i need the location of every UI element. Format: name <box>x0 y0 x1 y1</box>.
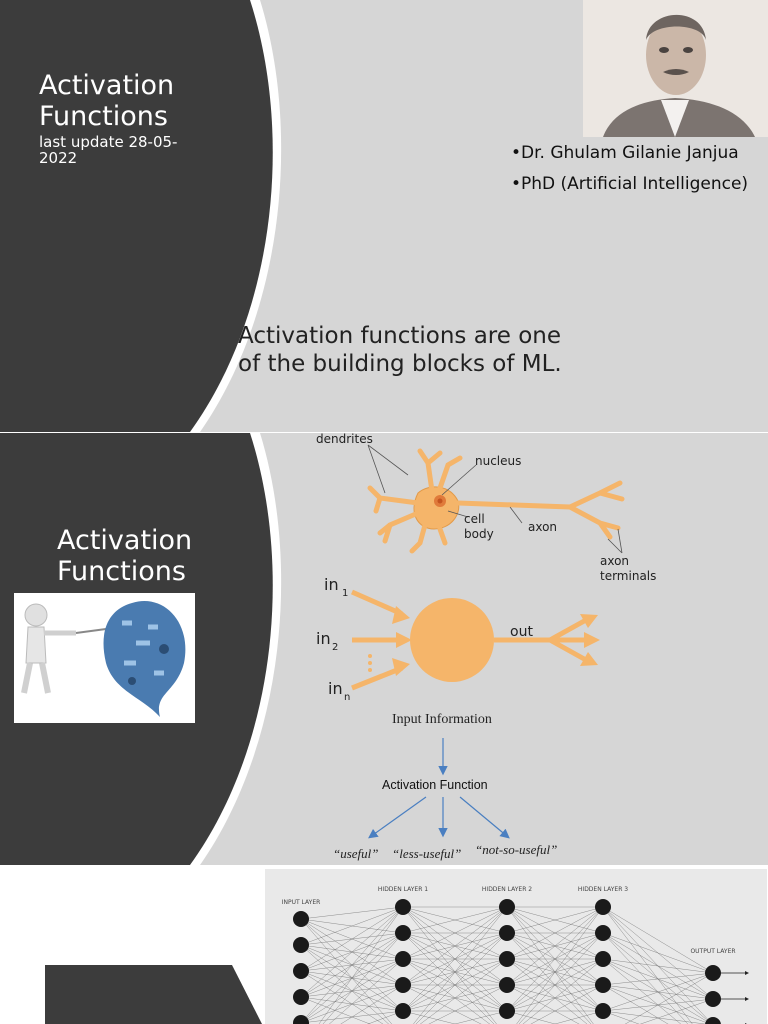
network-node <box>499 977 515 993</box>
network-connection <box>603 973 713 1011</box>
network-node <box>293 963 309 979</box>
portrait-image <box>583 0 768 137</box>
network-node <box>293 911 309 927</box>
axon-terminals-label: terminals <box>600 569 657 583</box>
presenter-figure-image <box>14 593 195 723</box>
slide-neural-network <box>0 867 768 1024</box>
network-connection <box>301 907 403 971</box>
author-degree-bullet: •PhD (Artificial Intelligence) <box>511 174 749 194</box>
network-node <box>395 951 411 967</box>
input-2-label: in <box>316 629 331 648</box>
network-connection <box>507 907 603 1024</box>
network-connection <box>403 907 507 1024</box>
network-connection <box>507 985 603 1024</box>
neural-network-diagram <box>265 869 767 1024</box>
last-update-subtitle <box>39 134 177 166</box>
network-node <box>595 1003 611 1019</box>
cell-label: cell <box>464 512 485 526</box>
hidden-layer-1-label: HIDDEN LAYER 1 <box>377 886 429 893</box>
network-connection <box>403 907 507 1024</box>
network-connection <box>507 933 603 1024</box>
subtitle-line: last update 28-05- <box>39 133 178 151</box>
network-node <box>395 925 411 941</box>
slide-title <box>0 0 768 432</box>
artificial-neuron-diagram <box>310 568 610 708</box>
network-connection <box>603 933 713 1024</box>
network-node <box>499 925 515 941</box>
network-connection <box>507 985 603 1024</box>
network-connection <box>403 985 507 1024</box>
input-information-label: Input Information <box>392 712 492 727</box>
network-connection <box>301 907 403 1023</box>
network-connection <box>603 907 713 973</box>
network-connection <box>603 999 713 1024</box>
input-2-subscript: 2 <box>332 642 339 653</box>
body-line: of the building blocks of ML. <box>238 351 562 377</box>
axon-terminals-label: axon <box>600 554 630 568</box>
author-portrait <box>583 0 768 137</box>
network-connection <box>507 933 603 1024</box>
network-node <box>595 977 611 993</box>
hidden-layer-2-label: HIDDEN LAYER 2 <box>481 886 533 893</box>
slide-title-heading <box>57 525 192 587</box>
hidden-layer-3-label: HIDDEN LAYER 3 <box>577 886 629 893</box>
slide-body-text <box>238 322 562 378</box>
neural-network-panel <box>265 869 767 1024</box>
dendrites-label: dendrites <box>316 433 373 446</box>
input-1-subscript: 1 <box>342 588 349 599</box>
network-node <box>499 1003 515 1019</box>
network-node <box>705 1017 721 1024</box>
network-node <box>395 977 411 993</box>
network-connection <box>301 907 403 945</box>
network-node <box>595 951 611 967</box>
input-1-label: in <box>324 575 339 594</box>
output-layer-label: OUTPUT LAYER <box>690 948 736 955</box>
network-connection <box>301 907 403 919</box>
network-connection <box>603 1011 713 1024</box>
title-line: Functions <box>57 556 186 587</box>
slide-neuron <box>0 433 768 865</box>
input-n-label: in <box>328 679 343 698</box>
output-arrow-head <box>745 997 749 1001</box>
title-line: Functions <box>39 101 168 132</box>
network-connection <box>603 959 713 1024</box>
body-line: Activation functions are one <box>238 323 562 349</box>
network-node <box>705 991 721 1007</box>
network-connection <box>603 973 713 985</box>
network-node <box>293 1015 309 1024</box>
network-connection <box>603 907 713 1024</box>
network-connection <box>507 959 603 1024</box>
network-node <box>705 965 721 981</box>
network-connection <box>603 973 713 1024</box>
nucleus-label: nucleus <box>475 454 522 468</box>
neuron-node <box>410 598 494 682</box>
network-node <box>499 899 515 915</box>
network-node <box>293 989 309 1005</box>
output-less-useful-label: “less-useful” <box>392 846 462 861</box>
output-useful-label: “useful” <box>333 846 379 861</box>
activation-function-label: Activation Function <box>382 778 488 792</box>
network-connection <box>403 959 507 1024</box>
input-layer-label: INPUT LAYER <box>281 899 321 906</box>
axon-label: axon <box>528 520 558 534</box>
author-name-bullet: •Dr. Ghulam Gilanie Janjua <box>511 143 739 163</box>
network-node <box>499 951 515 967</box>
slide-title-heading <box>39 70 174 132</box>
output-not-so-useful-label: “not-so-useful” <box>475 842 558 857</box>
network-connection <box>403 959 507 1024</box>
network-connection <box>403 985 507 1024</box>
title-line: Activation <box>57 525 193 556</box>
network-connection <box>301 907 403 997</box>
network-connection <box>603 959 713 973</box>
biological-neuron-diagram <box>300 433 700 583</box>
network-node <box>293 937 309 953</box>
network-connection <box>403 933 507 1024</box>
output-arrow-head <box>745 971 749 975</box>
presenter-clipart <box>14 593 195 723</box>
network-node <box>595 925 611 941</box>
network-connection <box>507 959 603 1024</box>
network-connection <box>507 907 603 1024</box>
network-node <box>395 899 411 915</box>
network-connection <box>403 933 507 1024</box>
network-node <box>595 899 611 915</box>
body-label: body <box>464 527 494 541</box>
input-n-subscript: n <box>344 692 351 703</box>
network-node <box>395 1003 411 1019</box>
subtitle-line: 2022 <box>39 149 78 167</box>
title-line: Activation <box>39 70 175 101</box>
output-label: out <box>510 624 533 640</box>
